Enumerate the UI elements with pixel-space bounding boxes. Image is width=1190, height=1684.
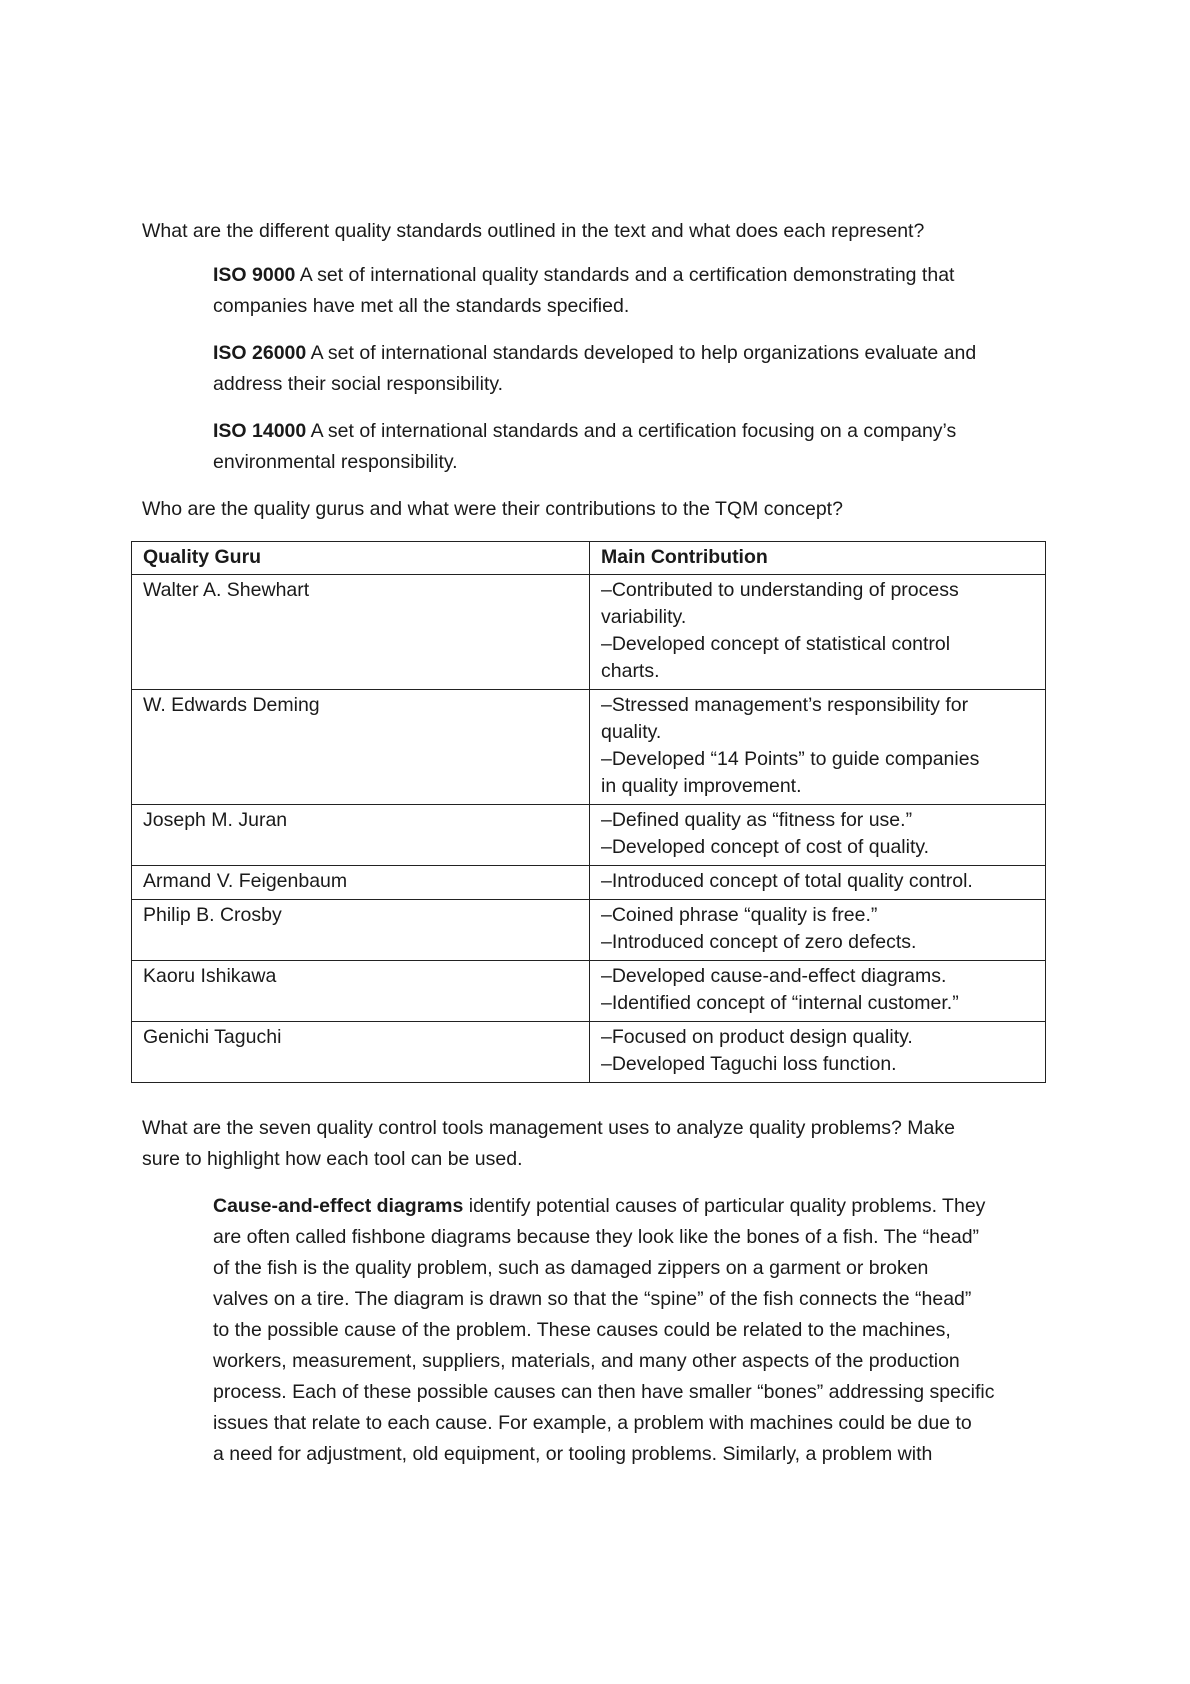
table-row <box>132 866 1046 900</box>
contribution-line: in quality improvement. <box>601 775 802 797</box>
table-row <box>132 805 1046 866</box>
contribution-line: –Stressed management’s responsibility for <box>601 694 969 716</box>
guru-name: Genichi Taguchi <box>132 1022 590 1083</box>
question-line: What are the seven quality control tools management uses to analyze quality problems? Make <box>142 1117 955 1139</box>
standard-name: ISO 9000 <box>213 264 296 286</box>
contribution-line: –Focused on product design quality. <box>601 1026 913 1048</box>
contribution-line: variability. <box>601 606 687 628</box>
guru-contribution <box>590 805 1046 866</box>
contribution-line: –Coined phrase “quality is free.” <box>601 904 878 926</box>
standard-desc: A set of international standards developed to help organizations evaluate and <box>306 342 977 364</box>
guru-contribution <box>590 575 1046 690</box>
header-main-contribution: Main Contribution <box>590 542 1046 575</box>
paragraph-line: identify potential causes of particular quality problems. They <box>463 1195 986 1217</box>
guru-name: Joseph M. Juran <box>132 805 590 866</box>
cause-effect-paragraph <box>213 1191 1063 1470</box>
question-quality-tools <box>142 1113 955 1175</box>
guru-name: Philip B. Crosby <box>132 900 590 961</box>
standard-iso-26000 <box>213 338 1053 400</box>
quality-gurus-table <box>131 541 1046 1083</box>
paragraph-line: workers, measurement, suppliers, materials, and many other aspects of the production <box>213 1350 960 1372</box>
paragraph-line: to the possible cause of the problem. These causes could be related to the machines, <box>213 1319 951 1341</box>
guru-contribution <box>590 1022 1046 1083</box>
contribution-line: –Introduced concept of total quality control. <box>601 870 973 892</box>
contribution-line: –Developed Taguchi loss function. <box>601 1053 897 1075</box>
guru-name: Armand V. Feigenbaum <box>132 866 590 900</box>
table-row <box>132 575 1046 690</box>
standard-iso-9000 <box>213 260 1053 322</box>
table-row <box>132 690 1046 805</box>
table-row <box>132 1022 1046 1083</box>
standard-name: ISO 14000 <box>213 420 307 442</box>
standard-name: ISO 26000 <box>213 342 307 364</box>
contribution-line: –Developed cause-and-effect diagrams. <box>601 965 947 987</box>
paragraph-line: are often called fishbone diagrams because they look like the bones of a fish. The “head” <box>213 1226 980 1248</box>
contribution-line: –Developed “14 Points” to guide companies <box>601 748 980 770</box>
contribution-line: –Defined quality as “fitness for use.” <box>601 809 913 831</box>
contribution-line: –Developed concept of statistical control <box>601 633 951 655</box>
standard-desc: A set of international standards and a certification focusing on a company’s <box>306 420 957 442</box>
contribution-line: –Developed concept of cost of quality. <box>601 836 930 858</box>
standard-desc-cont: environmental responsibility. <box>213 451 458 473</box>
standard-desc: A set of international quality standards and a certification demonstrating that <box>295 264 955 286</box>
contribution-line: quality. <box>601 721 662 743</box>
contribution-line: –Introduced concept of zero defects. <box>601 931 917 953</box>
standard-desc-cont: companies have met all the standards specified. <box>213 295 630 317</box>
guru-name: Walter A. Shewhart <box>132 575 590 690</box>
header-quality-guru: Quality Guru <box>132 542 590 575</box>
paragraph-line: valves on a tire. The diagram is drawn so that the “spine” of the fish connects the “head” <box>213 1288 972 1310</box>
paragraph-line: a need for adjustment, old equipment, or tooling problems. Similarly, a problem with <box>213 1443 933 1465</box>
table-row <box>132 900 1046 961</box>
paragraph-line: issues that relate to each cause. For example, a problem with machines could be due to <box>213 1412 972 1434</box>
term-cause-effect: Cause-and-effect diagrams <box>213 1195 464 1217</box>
table-header-row <box>132 542 1046 575</box>
paragraph-line: of the fish is the quality problem, such as damaged zippers on a garment or broken <box>213 1257 929 1279</box>
guru-contribution <box>590 900 1046 961</box>
question-standards: What are the different quality standards outlined in the text and what does each represent? <box>142 220 925 242</box>
guru-name: W. Edwards Deming <box>132 690 590 805</box>
table-row <box>132 961 1046 1022</box>
guru-name: Kaoru Ishikawa <box>132 961 590 1022</box>
standard-iso-14000 <box>213 416 1053 478</box>
question-line: sure to highlight how each tool can be used. <box>142 1148 523 1170</box>
paragraph-line: process. Each of these possible causes can then have smaller “bones” addressing specific <box>213 1381 995 1403</box>
guru-contribution <box>590 690 1046 805</box>
contribution-line: –Identified concept of “internal customer.” <box>601 992 959 1014</box>
question-gurus: Who are the quality gurus and what were their contributions to the TQM concept? <box>142 498 843 520</box>
guru-contribution <box>590 866 1046 900</box>
contribution-line: –Contributed to understanding of process <box>601 579 959 601</box>
standard-desc-cont: address their social responsibility. <box>213 373 504 395</box>
guru-contribution <box>590 961 1046 1022</box>
contribution-line: charts. <box>601 660 660 682</box>
